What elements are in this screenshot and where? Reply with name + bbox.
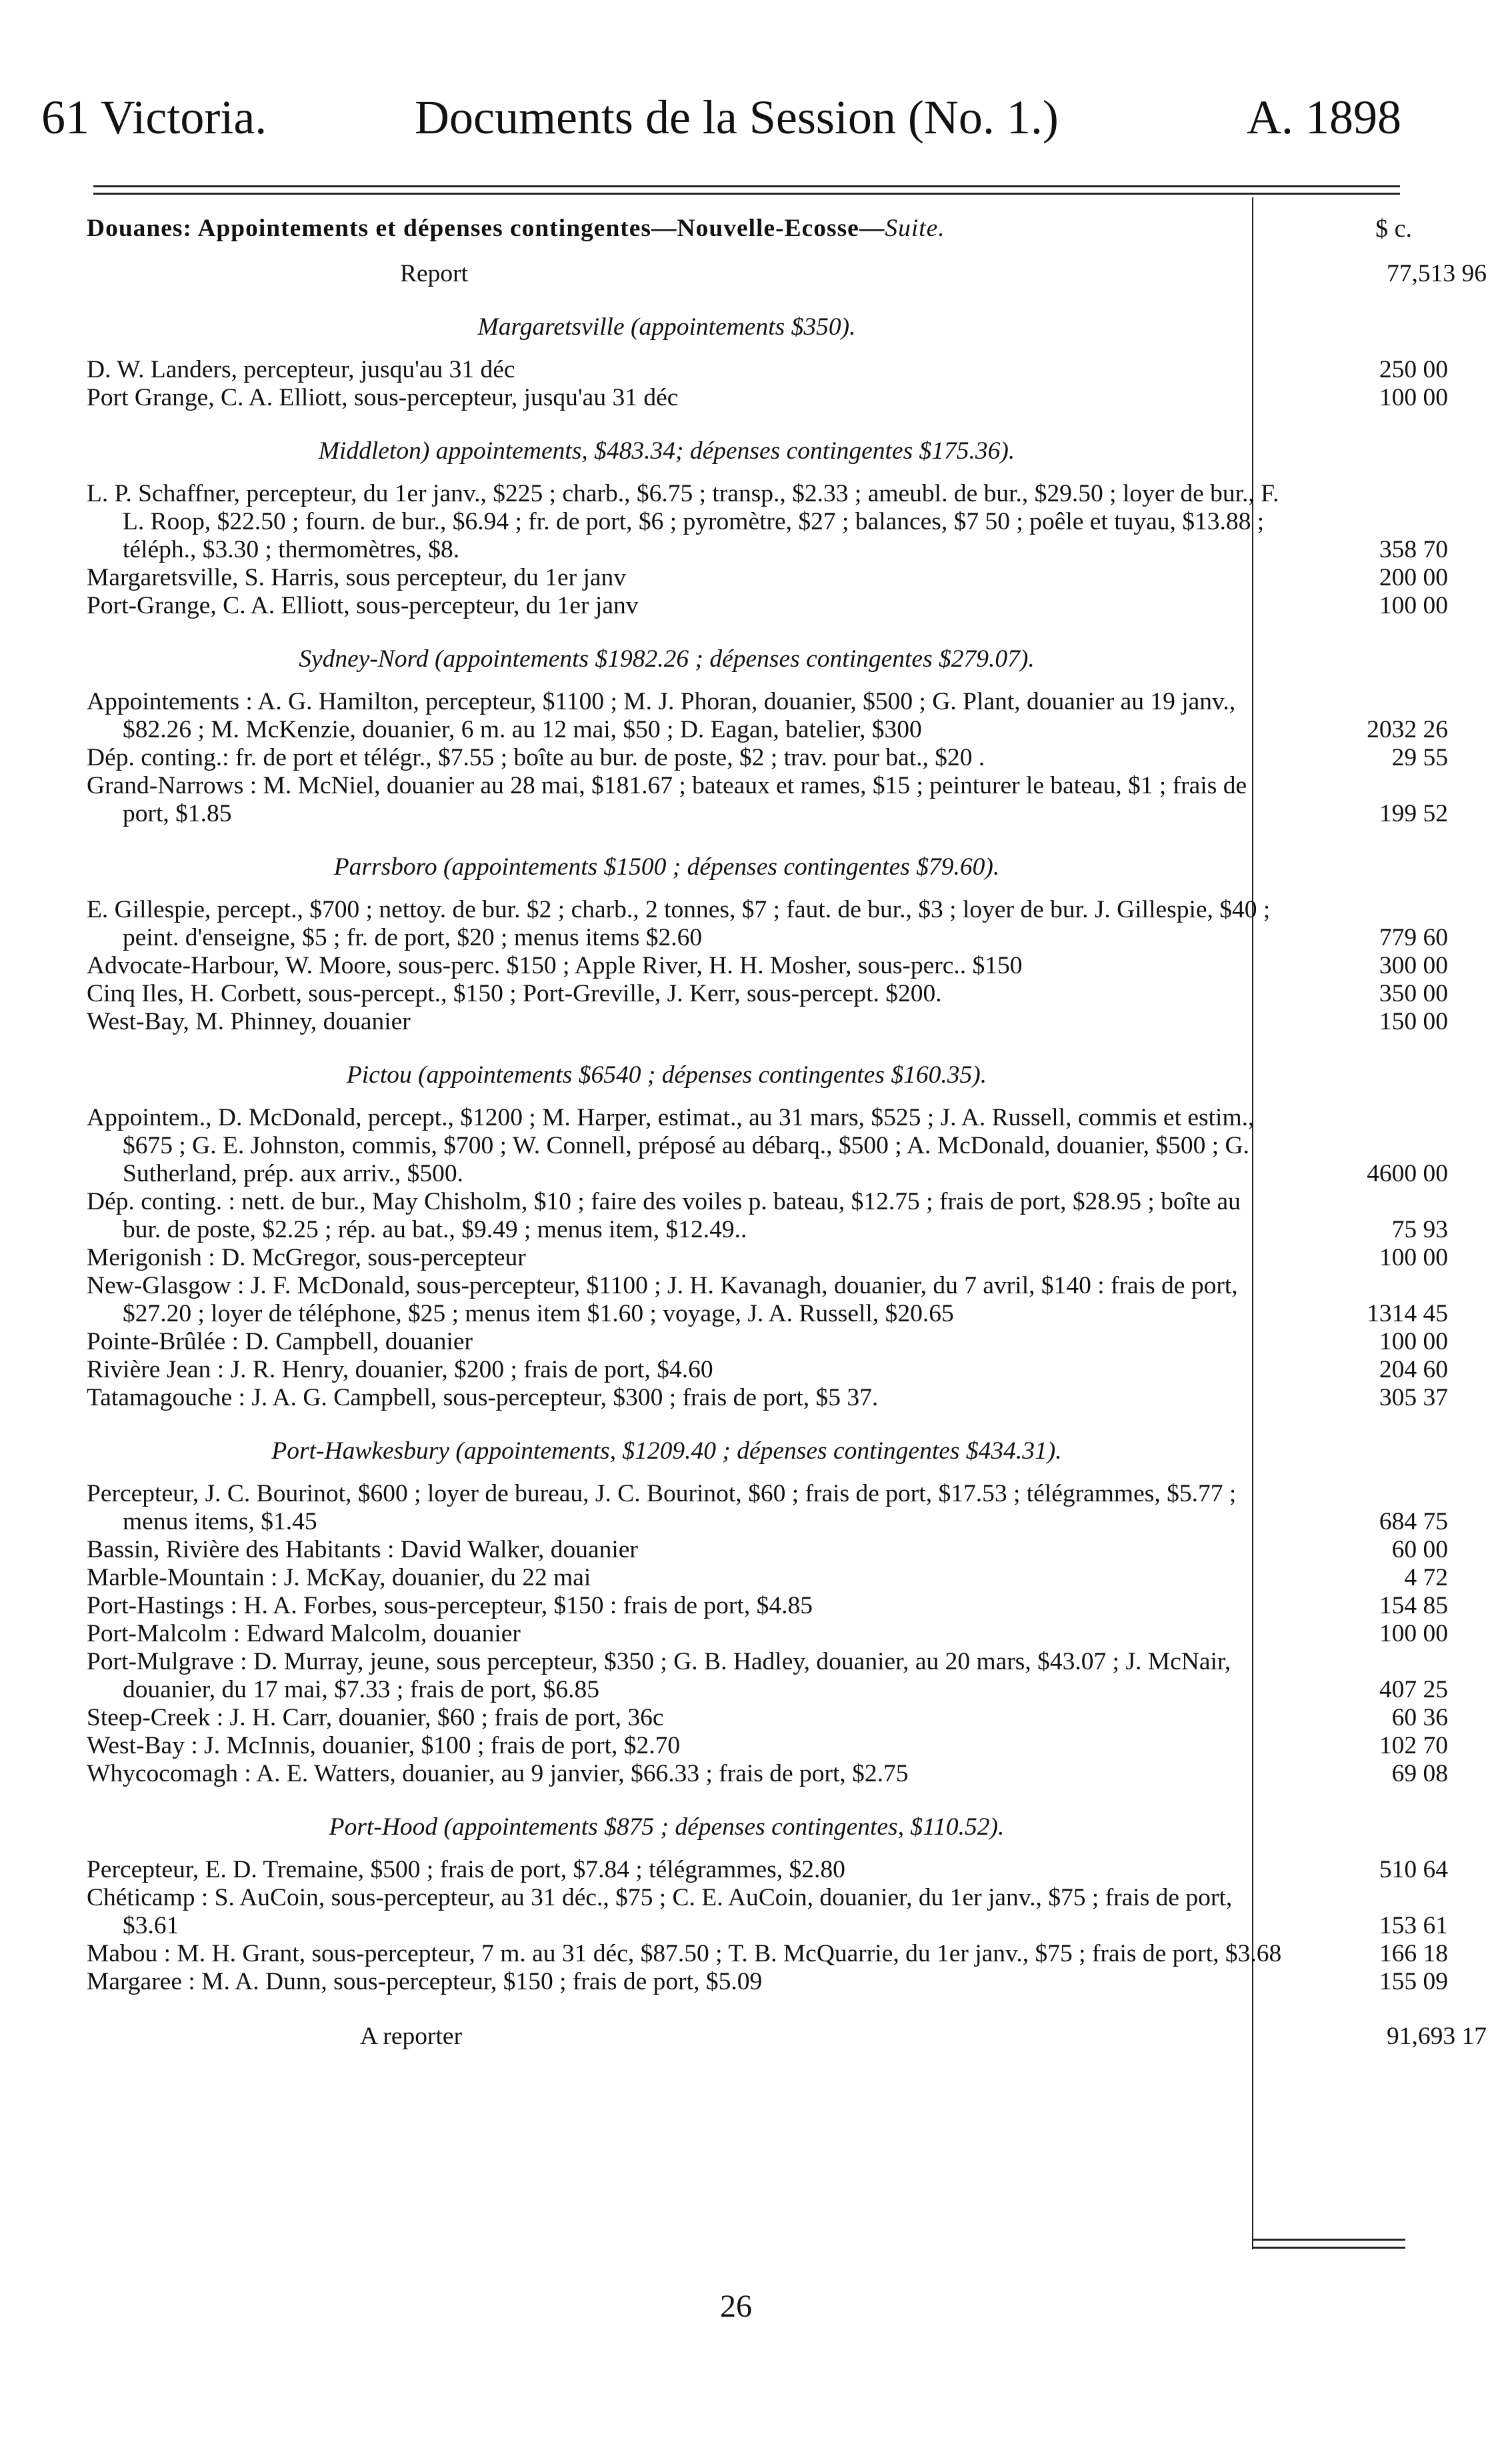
entry-amount: 102 70 — [1379, 1732, 1448, 1759]
total-rule-bottom — [1252, 2247, 1405, 2249]
table-row — [87, 1104, 1487, 1188]
carried-amount: 91,693 17 — [1387, 2023, 1487, 2050]
entry-amount: 300 00 — [1379, 952, 1448, 979]
entry-amount: 150 00 — [1379, 1008, 1448, 1035]
entry-text: Appointem., D. McDonald, percept., $1200 ; M. Harper, estimat., au 31 mars, $525 ; J. A. Russell, commis et estim., $675 ; G. E. Johnston, commis, $700 ; W. Connell, préposé au débarq., $500 ; A. McDonald, douanier, $500 ; G. Sutherland, prép. aux arriv., $500. — [87, 1104, 1255, 1187]
table-row — [87, 1480, 1487, 1536]
entry-text: West-Bay : J. McInnis, douanier, $100 ; frais de port, $2.70 — [87, 1732, 681, 1759]
entry-amount: 100 00 — [1379, 1620, 1448, 1647]
table-row — [87, 1244, 1487, 1272]
total-rule-top — [1252, 2239, 1405, 2241]
section-heading: Parrsboro (appointements $1500 ; dépenses contingentes $79.60). — [333, 853, 1000, 881]
entry-text: Dép. conting. : nett. de bur., May Chisholm, $10 ; faire des voiles p. bateau, $12.75 ; frais de port, $28.95 ; boîte au bur. de poste, $2.25 ; rép. au bat., $9.49 ; menus item, $12.49.. — [87, 1188, 1241, 1243]
entry-text: Chéticamp : S. AuCoin, sous-percepteur, au 31 déc., $75 ; C. E. AuCoin, douanier, du 1er janv., $75 ; frais de port, $3.61 — [87, 1884, 1233, 1939]
entry-amount: 155 09 — [1379, 1968, 1448, 1995]
entry-amount: 60 36 — [1391, 1704, 1448, 1731]
table-row — [87, 592, 1487, 620]
table-row — [87, 1592, 1487, 1620]
entry-text: Appointements : A. G. Hamilton, percepteur, $1100 ; M. J. Phoran, douanier, $500 ; G. Plant, douanier au 19 janv., $82.26 ; M. McKenzie, douanier, 6 m. au 12 mai, $50 ; D. Eagan, batelier, $300 — [87, 688, 1236, 743]
table-row — [87, 1356, 1487, 1384]
entry-amount: 154 85 — [1379, 1592, 1448, 1619]
entry-text: Port-Grange, C. A. Elliott, sous-percepteur, du 1er janv — [87, 592, 639, 619]
entry-text: Steep-Creek : J. H. Carr, douanier, $60 ; frais de port, 36c — [87, 1704, 664, 1731]
entry-amount: 100 00 — [1379, 384, 1448, 411]
table-row — [87, 688, 1487, 744]
table-row — [87, 1704, 1487, 1732]
entry-text: Mabou : M. H. Grant, sous-percepteur, 7 m. au 31 déc, $87.50 ; T. B. McQuarrie, du 1er janv., $75 ; frais de port, $3.68 — [87, 1940, 1282, 1967]
table-row — [87, 1968, 1487, 1996]
entry-amount: 358 70 — [1379, 536, 1448, 563]
table-row — [87, 1536, 1487, 1564]
entry-text: Merigonish : D. McGregor, sous-percepteur — [87, 1244, 526, 1271]
section-heading: Middleton) appointements, $483.34; dépenses contingentes $175.36). — [318, 437, 1015, 465]
table-row — [87, 1384, 1487, 1412]
table-title-text: Douanes: Appointements et dépenses contingentes—Nouvelle-Ecosse— — [87, 215, 885, 242]
page-number: 26 — [720, 2289, 752, 2324]
table-row — [87, 1272, 1487, 1328]
entry-amount: 199 52 — [1379, 800, 1448, 827]
entry-amount: 305 37 — [1379, 1384, 1448, 1411]
table-row — [87, 564, 1487, 592]
entry-amount: 2032 26 — [1367, 716, 1448, 743]
header-rule-top — [93, 185, 1400, 187]
entry-amount: 60 00 — [1391, 1536, 1448, 1563]
entry-text: Pointe-Brûlée : D. Campbell, douanier — [87, 1328, 473, 1355]
table-row — [87, 1940, 1487, 1968]
report-row — [87, 260, 1487, 288]
table-row — [87, 1620, 1487, 1648]
entry-text: Grand-Narrows : M. McNiel, douanier au 28 mai, $181.67 ; bateaux et rames, $15 ; peinturer le bateau, $1 ; frais de port, $1.85 — [87, 772, 1247, 827]
entry-text: Percepteur, E. D. Tremaine, $500 ; frais de port, $7.84 ; télégrammes, $2.80 — [87, 1856, 845, 1883]
carried-label: A reporter — [360, 2023, 463, 2050]
entry-text: E. Gillespie, percept., $700 ; nettoy. de bur. $2 ; charb., 2 tonnes, $7 ; faut. de bur., $3 ; loyer de bur. J. Gillespie, $40 ; peint. d'enseigne, $5 ; fr. de port, $20 ; menus items $2.60 — [87, 896, 1271, 951]
table-row — [87, 1188, 1487, 1244]
section-heading: Margaretsville (appointements $350). — [477, 313, 856, 341]
entry-text: Rivière Jean : J. R. Henry, douanier, $200 ; frais de port, $4.60 — [87, 1356, 713, 1383]
entry-amount: 100 00 — [1379, 1328, 1448, 1355]
table-row — [87, 480, 1487, 564]
entry-amount: 100 00 — [1379, 592, 1448, 619]
entry-amount: 200 00 — [1379, 564, 1448, 591]
table-row — [87, 772, 1487, 828]
document-body — [87, 215, 1487, 2051]
entry-amount: 166 18 — [1379, 1940, 1448, 1967]
entry-amount: 204 60 — [1379, 1356, 1448, 1383]
entry-text: New-Glasgow : J. F. McDonald, sous-percepteur, $1100 ; J. H. Kavanagh, douanier, du 7 avril, $140 : frais de port, $27.20 ; loyer de téléphone, $25 ; menus item $1.60 ; voyage, J. A. Russell, $20.65 — [87, 1272, 1238, 1327]
entry-text: Cinq Iles, H. Corbett, sous-percept., $150 ; Port-Greville, J. Kerr, sous-percept. $200. — [87, 980, 942, 1007]
table-title-row — [87, 215, 1487, 243]
table-row — [87, 1564, 1487, 1592]
entry-amount: 684 75 — [1379, 1508, 1448, 1535]
entry-amount: 350 00 — [1379, 980, 1448, 1007]
table-title — [87, 215, 1247, 243]
entry-amount: 100 00 — [1379, 1244, 1448, 1271]
running-header — [41, 90, 1401, 150]
entry-text: West-Bay, M. Phinney, douanier — [87, 1008, 411, 1035]
table-row — [87, 356, 1487, 384]
entry-text: Port-Malcolm : Edward Malcolm, douanier — [87, 1620, 521, 1647]
entry-amount: 779 60 — [1379, 924, 1448, 951]
entry-text: Port-Mulgrave : D. Murray, jeune, sous percepteur, $350 ; G. B. Hadley, douanier, au 20 mars, $43.07 ; J. McNair, douanier, du 17 mai, $7.33 ; frais de port, $6.85 — [87, 1648, 1231, 1703]
section-heading: Sydney-Nord (appointements $1982.26 ; dépenses contingentes $279.07). — [299, 645, 1035, 673]
table-row — [87, 1884, 1487, 1940]
entry-text: Whycocomagh : A. E. Watters, douanier, au 9 janvier, $66.33 ; frais de port, $2.75 — [87, 1760, 909, 1787]
carried-row — [87, 2023, 1487, 2051]
table-row — [87, 1648, 1487, 1704]
section-heading: Port-Hood (appointements $875 ; dépenses contingentes, $110.52). — [329, 1813, 1005, 1841]
entry-text: Port-Hastings : H. A. Forbes, sous-percepteur, $150 : frais de port, $4.85 — [87, 1592, 813, 1619]
entry-amount: 1314 45 — [1367, 1300, 1448, 1327]
table-row — [87, 1008, 1487, 1036]
report-amount: 77,513 96 — [1387, 260, 1487, 287]
entry-text: Margaree : M. A. Dunn, sous-percepteur, $150 ; frais de port, $5.09 — [87, 1968, 763, 1995]
currency-header: $ c. — [1375, 215, 1412, 243]
header-rule-bottom — [93, 193, 1400, 195]
table-row — [87, 1732, 1487, 1760]
entry-text: Advocate-Harbour, W. Moore, sous-perc. $150 ; Apple River, H. H. Mosher, sous-perc.. $150 — [87, 952, 1023, 979]
entry-text: Dép. conting.: fr. de port et télégr., $7.55 ; boîte au bur. de poste, $2 ; trav. pour bat., $20 . — [87, 744, 985, 771]
entry-text: Percepteur, J. C. Bourinot, $600 ; loyer de bureau, J. C. Bourinot, $60 ; frais de port, $17.53 ; télégrammes, $5.77 ; menus items, $1.45 — [87, 1480, 1237, 1535]
header-left: 61 Victoria. — [41, 91, 267, 144]
report-label: Report — [400, 260, 469, 287]
section-heading: Port-Hawkesbury (appointements, $1209.40 ; dépenses contingentes $434.31). — [271, 1437, 1062, 1465]
entry-amount: 4 72 — [1404, 1564, 1448, 1591]
entry-amount: 75 93 — [1391, 1216, 1448, 1243]
entry-amount: 250 00 — [1379, 356, 1448, 383]
table-row — [87, 744, 1487, 772]
entry-amount: 4600 00 — [1367, 1160, 1448, 1187]
entry-text: D. W. Landers, percepteur, jusqu'au 31 déc — [87, 356, 515, 383]
table-row — [87, 384, 1487, 412]
header-center: Documents de la Session (No. 1.) — [415, 91, 1059, 144]
table-row — [87, 1856, 1487, 1884]
table-row — [87, 896, 1487, 952]
sections-container — [87, 313, 1487, 1996]
table-row — [87, 1760, 1487, 1788]
entry-amount: 29 55 — [1391, 744, 1448, 771]
entry-amount: 153 61 — [1379, 1912, 1448, 1939]
entry-text: Bassin, Rivière des Habitants : David Walker, douanier — [87, 1536, 638, 1563]
entry-text: L. P. Schaffner, percepteur, du 1er janv., $225 ; charb., $6.75 ; transp., $2.33 ; ameubl. de bur., $29.50 ; loyer de bur., F. L. Roop, $22.50 ; fourn. de bur., $6.94 ; fr. de port, $6 ; pyromètre, $27 ; balances, $7 50 ; poêle et tuyau, $13.88 ; téléph., $3.30 ; thermomètres, $8. — [87, 480, 1279, 563]
header-right: A. 1898 — [1247, 91, 1401, 144]
entry-amount: 510 64 — [1379, 1856, 1448, 1883]
table-title-suite: Suite. — [885, 215, 945, 242]
table-row — [87, 952, 1487, 980]
entry-amount: 407 25 — [1379, 1676, 1448, 1703]
section-heading: Pictou (appointements $6540 ; dépenses contingentes $160.35). — [346, 1061, 987, 1089]
table-row — [87, 1328, 1487, 1356]
entry-amount: 69 08 — [1391, 1760, 1448, 1787]
entry-text: Tatamagouche : J. A. G. Campbell, sous-percepteur, $300 ; frais de port, $5 37. — [87, 1384, 879, 1411]
table-row — [87, 980, 1487, 1008]
entry-text: Marble-Mountain : J. McKay, douanier, du 22 mai — [87, 1564, 591, 1591]
entry-text: Port Grange, C. A. Elliott, sous-percepteur, jusqu'au 31 déc — [87, 384, 679, 411]
entry-text: Margaretsville, S. Harris, sous percepteur, du 1er janv — [87, 564, 627, 591]
